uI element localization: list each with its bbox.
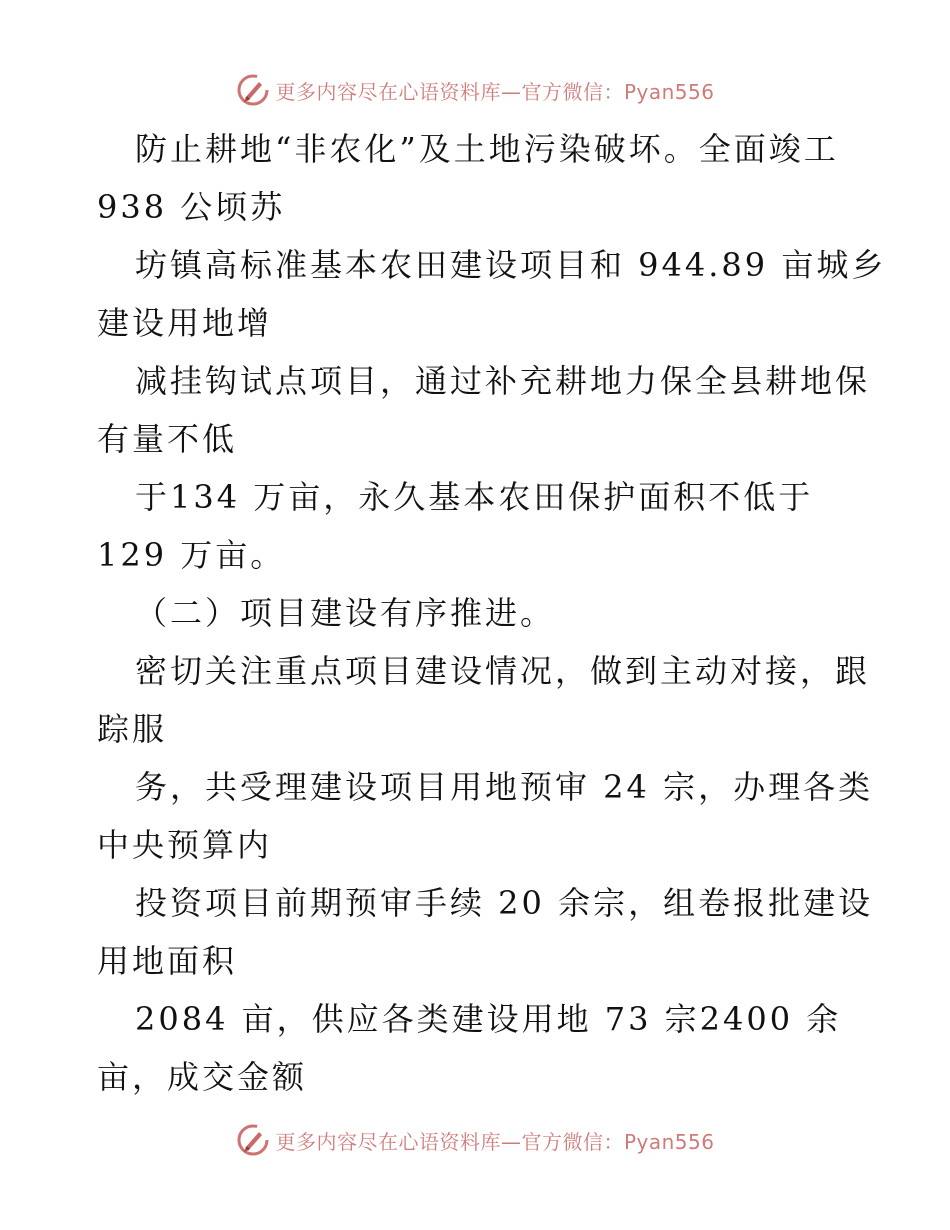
text-line: 有量不低 bbox=[97, 420, 238, 458]
text-line: 2084 亩，供应各类建设用地 73 宗2400 余 bbox=[135, 1000, 842, 1038]
header-watermark bbox=[0, 70, 950, 110]
text-line: 用地面积 bbox=[97, 942, 238, 980]
text-line: 减挂钩试点项目，通过补充耕地力保全县耕地保 bbox=[135, 362, 871, 400]
text-line: 投资项目前期预审手续 20 余宗，组卷报批建设 bbox=[135, 884, 874, 922]
text-line: 防止耕地“非农化”及土地污染破坏。全面竣工 bbox=[135, 130, 839, 168]
text-line: 中央预算内 bbox=[97, 826, 273, 864]
text-line: 129 万亩。 bbox=[97, 536, 286, 574]
text-line: 坊镇高标准基本农田建设项目和 944.89 亩城乡 bbox=[135, 246, 887, 284]
watermark-text: 更多内容尽在心语资料库—官方微信：Pyan556 bbox=[275, 79, 715, 104]
watermark-text: 更多内容尽在心语资料库—官方微信：Pyan556 bbox=[275, 1129, 715, 1154]
text-line: 建设用地增 bbox=[97, 304, 273, 342]
footer-watermark bbox=[0, 1120, 950, 1160]
quill-logo-icon bbox=[235, 1122, 271, 1158]
quill-logo-icon bbox=[235, 72, 271, 108]
text-line: 于134 万亩，永久基本农田保护面积不低于 bbox=[135, 478, 814, 516]
text-line: 938 公顷苏 bbox=[97, 188, 286, 226]
text-line: （二）项目建设有序推进。 bbox=[135, 594, 556, 632]
text-line: 亩，成交金额 bbox=[97, 1058, 308, 1096]
text-line: 务，共受理建设项目用地预审 24 宗，办理各类 bbox=[135, 768, 874, 806]
text-line: 踪服 bbox=[97, 710, 168, 748]
text-line: 密切关注重点项目建设情况，做到主动对接，跟 bbox=[135, 652, 871, 690]
document-body bbox=[97, 120, 887, 1106]
